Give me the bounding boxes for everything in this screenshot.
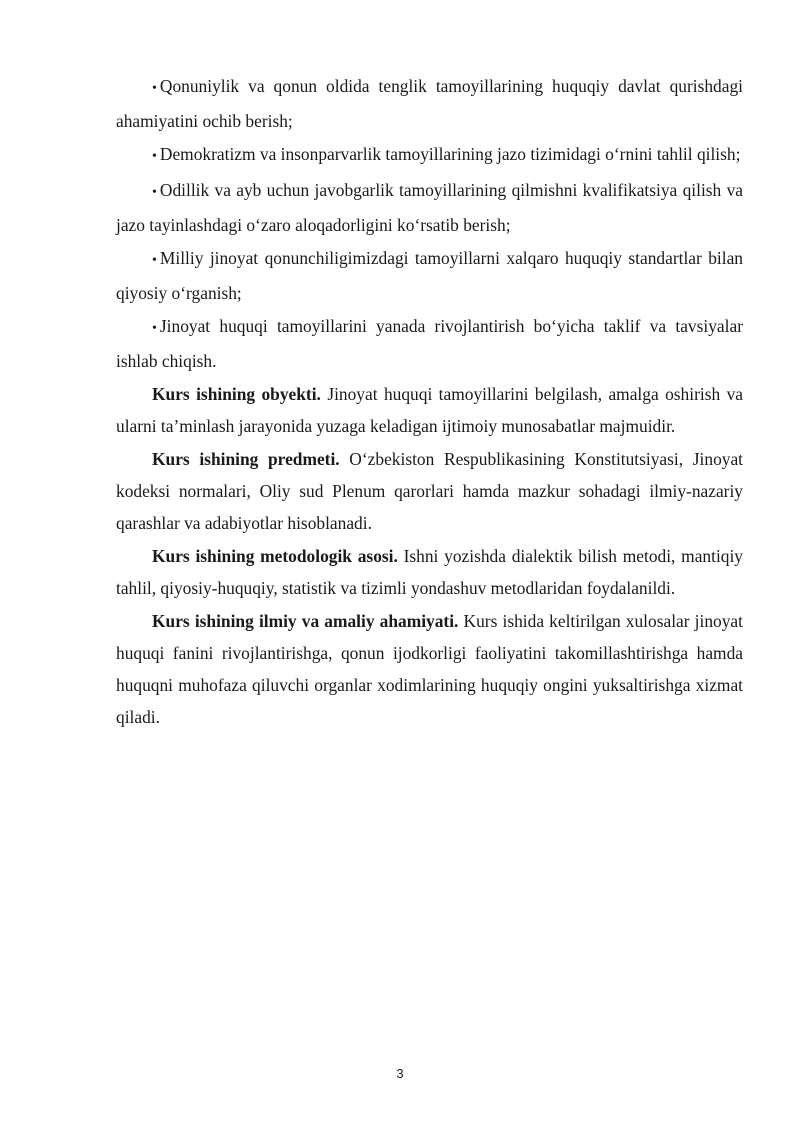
bullet-text: Milliy jinoyat qonunchiligimizdagi tamoyillarni xalqaro huquqiy standartlar bilan qiyosiy o‘rganish; [116,248,743,303]
section-heading: Kurs ishining metodologik asosi. [152,546,398,566]
section-significance [116,605,743,733]
bullet-icon: • [152,185,157,200]
document-body [116,70,743,734]
bullet-item [116,242,743,309]
section-text: Kurs ishida keltirilgan xulosalar jinoyat huquqi fanini rivojlantirishga, qonun ijodkorligi faoliyatini takomillashtirishga hamda huquqni muhofaza qiluvchi organlar xodimlarining huquqiy ongini yuksaltirishga xizmat qiladi. [116,611,743,727]
bullet-item [116,310,743,377]
bullet-item [116,138,743,173]
bullet-text: Qonuniylik va qonun oldida tenglik tamoyillarining huquqiy davlat qurishdagi ahamiyatini ochib berish; [116,76,743,131]
section-subject [116,443,743,539]
bullet-item [116,174,743,241]
bullet-icon: • [152,321,157,336]
bullet-icon: • [152,81,157,96]
section-text: Ishni yozishda dialektik bilish metodi, mantiqiy tahlil, qiyosiy-huquqiy, statistik va tizimli yondashuv metodlaridan foydalanildi. [116,546,743,598]
page-number: 3 [396,1066,404,1081]
section-text: Jinoyat huquqi tamoyillarini belgilash, amalga oshirish va ularni ta’minlash jarayonida yuzaga keladigan ijtimoiy munosabatlar majmuidir. [116,384,743,436]
bullet-text: Jinoyat huquqi tamoyillarini yanada rivojlantirish bo‘yicha taklif va tavsiyalar ishlab chiqish. [116,316,743,371]
section-text: O‘zbekiston Respublikasining Konstitutsiyasi, Jinoyat kodeksi normalari, Oliy sud Plenum qarorlari hamda mazkur sohadagi ilmiy-nazariy qarashlar va adabiyotlar hisoblanadi. [116,449,744,533]
bullet-text: Demokratizm va insonparvarlik tamoyillarining jazo tizimidagi o‘rnini tahlil qilish; [159,144,741,164]
section-heading: Kurs ishining predmeti. [152,449,340,469]
bullet-text: Odillik va ayb uchun javobgarlik tamoyillarining qilmishni kvalifikatsiya qilish va jazo tayinlashdagi o‘zaro aloqadorligini ko‘rsatib berish; [116,180,743,235]
bullet-icon: • [152,253,157,268]
bullet-item [116,70,743,137]
section-methodology [116,540,743,604]
section-heading: Kurs ishining ilmiy va amaliy ahamiyati. [152,611,459,631]
section-object [116,378,743,442]
section-heading: Kurs ishining obyekti. [152,384,321,404]
bullet-icon: • [152,149,157,164]
